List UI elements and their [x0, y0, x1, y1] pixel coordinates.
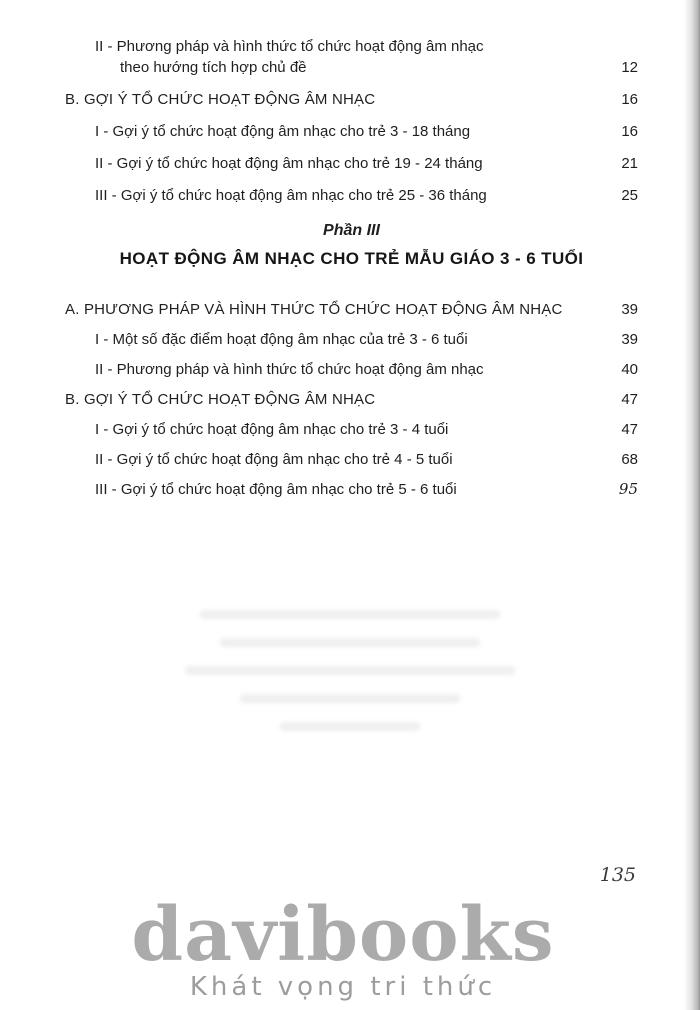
- toc-entry-page: 16: [621, 123, 638, 140]
- page-number: 135: [599, 864, 636, 886]
- part-heading: [65, 222, 638, 269]
- toc-entry-page: 12: [621, 59, 638, 76]
- toc-entry-page: 25: [621, 187, 638, 204]
- toc-entry-page: 16: [621, 91, 638, 108]
- toc-entry-page: 39: [621, 331, 638, 348]
- toc-entry: [65, 89, 638, 110]
- toc-entry: [65, 299, 638, 320]
- showthrough-line: [200, 610, 500, 619]
- toc-entry-page: 21: [621, 155, 638, 172]
- toc-entry: [65, 329, 638, 350]
- toc-entry: [65, 153, 638, 174]
- toc-entry-label: III - Gợi ý tổ chức hoạt động âm nhạc cho trẻ 5 - 6 tuổi: [95, 481, 457, 498]
- toc-entry-label: III - Gợi ý tổ chức hoạt động âm nhạc cho trẻ 25 - 36 tháng: [95, 187, 487, 204]
- toc-entry-label: II - Phương pháp và hình thức tổ chức hoạt động âm nhạc: [95, 361, 484, 378]
- watermark-tagline: Khát vọng tri thức: [189, 972, 497, 1002]
- showthrough-line: [220, 638, 480, 647]
- toc-entry: [65, 185, 638, 206]
- watermark: [0, 892, 686, 1002]
- toc-entry: [65, 449, 638, 470]
- toc-entry-page: 39: [621, 301, 638, 318]
- part-title: HOẠT ĐỘNG ÂM NHẠC CHO TRẺ MẪU GIÁO 3 - 6 TUỔI: [119, 249, 584, 268]
- toc-entry-page: 95: [618, 480, 638, 498]
- toc-entry: [65, 121, 638, 142]
- toc-entry-page: 40: [621, 361, 638, 378]
- toc-entry-page: 47: [621, 391, 638, 408]
- toc-entry-label: II - Gợi ý tổ chức hoạt động âm nhạc cho trẻ 4 - 5 tuổi: [95, 451, 453, 468]
- page-showthrough-lines: [0, 610, 700, 750]
- toc-section-1: [65, 36, 638, 206]
- showthrough-line: [280, 722, 420, 731]
- toc-section-2: [65, 299, 638, 500]
- scan-edge-shadow: [684, 0, 700, 1010]
- toc-entry-label: II - Gợi ý tổ chức hoạt động âm nhạc cho trẻ 19 - 24 tháng: [95, 155, 483, 172]
- toc-entry-label: B. GỢI Ý TỔ CHỨC HOẠT ĐỘNG ÂM NHẠC: [65, 391, 376, 408]
- toc-entry: [65, 479, 638, 500]
- toc-entry-label: [65, 36, 596, 78]
- toc-entry-label: I - Một số đặc điểm hoạt động âm nhạc của trẻ 3 - 6 tuổi: [95, 331, 468, 348]
- toc-entry-page: 68: [621, 451, 638, 468]
- toc-entry-line2: theo hướng tích hợp chủ đề: [120, 59, 307, 76]
- toc-entry-label: A. PHƯƠNG PHÁP VÀ HÌNH THỨC TỔ CHỨC HOẠT ĐỘNG ÂM NHẠC: [65, 301, 563, 318]
- watermark-logo-text: davibooks: [131, 892, 555, 978]
- showthrough-line: [185, 666, 515, 675]
- toc-entry: [65, 359, 638, 380]
- toc-entry-label: B. GỢI Ý TỔ CHỨC HOẠT ĐỘNG ÂM NHẠC: [65, 91, 376, 108]
- toc-entry-page: 47: [621, 421, 638, 438]
- toc-entry-line1: II - Phương pháp và hình thức tổ chức hoạt động âm nhạc: [95, 38, 484, 55]
- table-of-contents: [65, 36, 638, 509]
- toc-entry-label: I - Gợi ý tổ chức hoạt động âm nhạc cho trẻ 3 - 4 tuổi: [95, 421, 449, 438]
- toc-entry-label: I - Gợi ý tổ chức hoạt động âm nhạc cho trẻ 3 - 18 tháng: [95, 123, 471, 140]
- showthrough-line: [240, 694, 460, 703]
- part-kicker: Phần III: [323, 222, 380, 239]
- toc-entry: [65, 419, 638, 440]
- toc-entry: [65, 389, 638, 410]
- toc-entry: [65, 36, 638, 78]
